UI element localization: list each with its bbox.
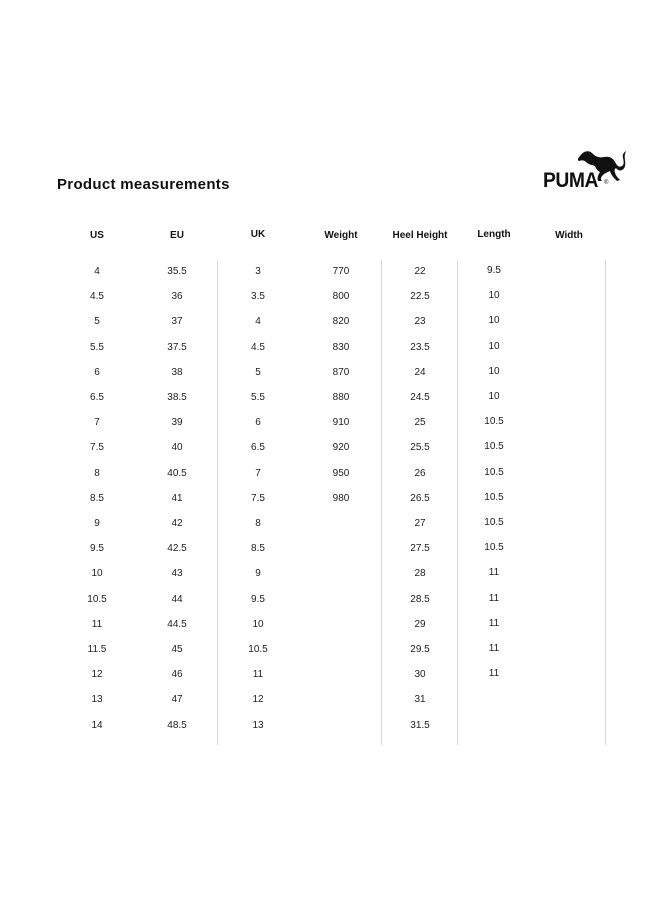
- table-cell: 8.5: [90, 492, 104, 504]
- table-cell: 9.5: [251, 593, 265, 605]
- table-cell: 25: [414, 417, 426, 429]
- table-cell: 6.5: [90, 392, 104, 403]
- table-cell: 26: [414, 467, 426, 479]
- table-cell: 11: [488, 592, 500, 604]
- table-cell: 4: [255, 316, 261, 328]
- column-divider: [381, 260, 382, 745]
- table-cell: 37: [171, 316, 183, 328]
- table-cell: 36: [171, 291, 183, 303]
- column-header: Length: [477, 229, 511, 240]
- table-cell: 40.5: [167, 467, 187, 479]
- table-cell: 39: [171, 417, 183, 429]
- table-cell: 9: [255, 568, 261, 580]
- table-cell: 8: [94, 467, 100, 479]
- table-cell: 31.5: [410, 719, 430, 731]
- table-cell: 5: [255, 366, 261, 378]
- column-header: US: [90, 230, 104, 241]
- table-cell: 8.5: [251, 543, 265, 555]
- table-cell: 38.5: [167, 392, 187, 403]
- table-cell: 920: [332, 442, 350, 454]
- puma-wordmark: PUMA: [543, 169, 599, 192]
- table-cell: 46: [171, 669, 183, 681]
- table-cell: 12: [91, 669, 103, 681]
- table-cell: 3.5: [251, 291, 265, 303]
- table-cell: 42.5: [167, 543, 187, 555]
- table-cell: 3: [255, 266, 261, 277]
- column-us: [57, 230, 137, 731]
- table-cell: 7.5: [90, 442, 104, 454]
- table-cell: 10: [488, 340, 500, 352]
- table-cell: 820: [332, 316, 350, 328]
- table-cell: 29: [414, 618, 426, 630]
- table-cell: 11: [488, 643, 500, 654]
- table-cell: 31: [414, 694, 426, 706]
- table-cell: 10.5: [248, 644, 268, 655]
- table-cell: 4: [94, 266, 100, 277]
- table-cell: 10.5: [484, 517, 504, 528]
- table-cell: 880: [332, 392, 350, 403]
- column-divider: [217, 260, 218, 745]
- table-cell: 43: [171, 568, 183, 580]
- table-cell: 44: [171, 593, 183, 605]
- table-cell: 8: [255, 518, 261, 529]
- table-cell: 6.5: [251, 442, 265, 454]
- column-divider: [605, 260, 606, 745]
- registered-mark: ®: [604, 180, 609, 186]
- table-cell: 41: [171, 492, 183, 504]
- table-cell: 10.5: [484, 466, 504, 478]
- table-cell: 10: [91, 568, 103, 580]
- table-cell: 6: [255, 417, 261, 429]
- table-cell: 13: [252, 719, 264, 731]
- table-cell: 9.5: [487, 265, 501, 276]
- column-weight: [301, 230, 381, 504]
- table-cell: 23.5: [410, 341, 430, 353]
- table-cell: 980: [332, 492, 350, 504]
- table-cell: 24.5: [410, 392, 430, 403]
- column-length: [454, 229, 534, 680]
- table-cell: 10: [488, 290, 500, 302]
- column-uk: [218, 229, 298, 731]
- table-cell: 29.5: [410, 644, 430, 655]
- table-cell: 37.5: [167, 341, 187, 353]
- table-cell: 830: [332, 341, 350, 353]
- table-cell: 9: [94, 518, 100, 529]
- table-cell: 10.5: [484, 416, 504, 428]
- table-cell: 9.5: [90, 543, 104, 555]
- column-header: Width: [555, 230, 583, 241]
- table-cell: 47: [171, 694, 183, 706]
- table-cell: 6: [94, 366, 100, 378]
- column-divider: [457, 260, 458, 745]
- table-cell: 42: [171, 518, 183, 529]
- table-cell: 10.5: [484, 542, 504, 554]
- column-header: Weight: [324, 230, 358, 241]
- column-width: [529, 230, 609, 246]
- table-cell: 10: [488, 365, 500, 377]
- column-heel-height: [380, 230, 460, 731]
- table-cell: 11: [252, 669, 264, 681]
- table-cell: 10.5: [484, 491, 504, 503]
- table-cell: 10.5: [484, 441, 504, 453]
- page-title: Product measurements: [57, 176, 230, 193]
- column-header: EU: [170, 230, 184, 241]
- table-cell: 5.5: [90, 341, 104, 353]
- table-cell: 7: [94, 417, 100, 429]
- table-cell: 10: [488, 315, 500, 327]
- table-cell: 22: [414, 266, 426, 277]
- table-cell: 35.5: [167, 266, 187, 277]
- table-cell: 11: [91, 618, 103, 630]
- table-cell: 11: [488, 668, 500, 680]
- table-cell: 10: [252, 618, 264, 630]
- table-cell: 30: [414, 669, 426, 681]
- table-cell: 12: [252, 694, 264, 706]
- table-cell: 48.5: [167, 719, 187, 731]
- table-cell: 770: [332, 266, 350, 277]
- table-cell: 45: [171, 644, 183, 655]
- table-cell: 13: [91, 694, 103, 706]
- table-cell: 870: [332, 366, 350, 378]
- table-cell: 26.5: [410, 492, 430, 504]
- table-cell: 800: [332, 291, 350, 303]
- table-cell: 11: [488, 567, 500, 579]
- table-cell: 27.5: [410, 543, 430, 555]
- table-cell: 7: [255, 467, 261, 479]
- table-cell: 38: [171, 366, 183, 378]
- table-cell: 28.5: [410, 593, 430, 605]
- table-cell: 5: [94, 316, 100, 328]
- table-cell: 4.5: [251, 341, 265, 353]
- table-cell: 23: [414, 316, 426, 328]
- column-eu: [137, 230, 217, 731]
- table-cell: 27: [414, 518, 426, 529]
- table-cell: 25.5: [410, 442, 430, 454]
- table-cell: 40: [171, 442, 183, 454]
- column-header: Heel Height: [392, 230, 448, 241]
- table-cell: 22.5: [410, 291, 430, 303]
- table-cell: 950: [332, 467, 350, 479]
- table-cell: 10: [488, 391, 500, 402]
- puma-logo: [542, 148, 626, 194]
- table-cell: 7.5: [251, 492, 265, 504]
- table-cell: 10.5: [87, 593, 107, 605]
- table-cell: 4.5: [90, 291, 104, 303]
- table-cell: 44.5: [167, 618, 187, 630]
- table-cell: 11.5: [87, 644, 107, 655]
- table-cell: 28: [414, 568, 426, 580]
- table-cell: 5.5: [251, 392, 265, 403]
- table-cell: 14: [91, 719, 103, 731]
- table-cell: 11: [488, 617, 500, 629]
- table-cell: 910: [332, 417, 350, 429]
- table-cell: 24: [414, 366, 426, 378]
- column-header: UK: [250, 229, 266, 240]
